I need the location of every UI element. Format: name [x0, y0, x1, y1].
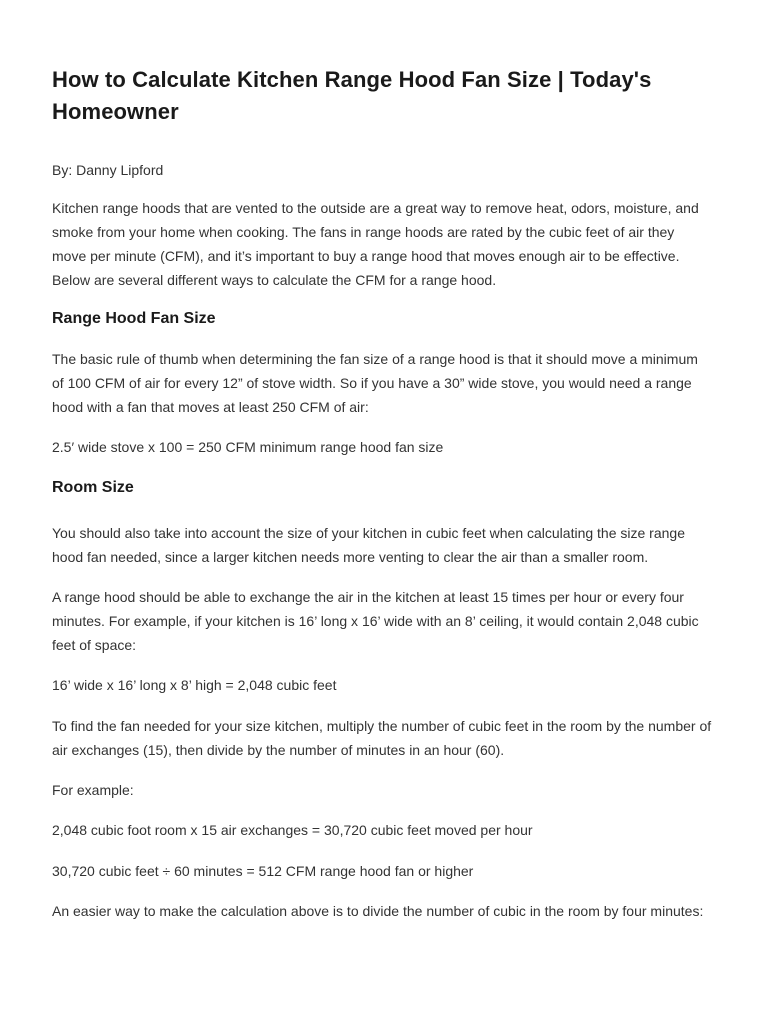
paragraph-stove-calculation: 2.5′ wide stove x 100 = 250 CFM minimum range hood fan size	[52, 439, 444, 455]
paragraph-easier-way: An easier way to make the calculation above is to divide the number of cubic in the room by four minutes:	[52, 903, 704, 919]
article	[52, 64, 722, 919]
intro-paragraph: Kitchen range hoods that are vented to the outside are a great way to remove heat, odors, moisture, and smoke from your home when cooking. The fans in range hoods are rated by the cubic feet of air they move per minute (CFM), and it’s important to buy a range hood that moves enough air to be effective. Below are several different ways to calculate the CFM for a range hood.	[52, 200, 699, 288]
section-heading-range-hood-fan-size: Range Hood Fan Size	[52, 310, 216, 327]
byline: By: Danny Lipford	[52, 162, 164, 178]
paragraph-room-size-intro: You should also take into account the size of your kitchen in cubic feet when calculating the size range hood fan needed, since a larger kitchen needs more venting to clear the air than a smaller room.	[52, 525, 685, 565]
paragraph-for-example: For example:	[52, 782, 134, 798]
paragraph-cfm-calculation: 30,720 cubic feet ÷ 60 minutes = 512 CFM range hood fan or higher	[52, 863, 474, 879]
paragraph-cubic-feet-calculation: 16’ wide x 16’ long x 8’ high = 2,048 cubic feet	[52, 677, 337, 693]
paragraph-rule-of-thumb: The basic rule of thumb when determining the fan size of a range hood is that it should move a minimum of 100 CFM of air for every 12” of stove width. So if you have a 30” wide stove, you would need a range hood with a fan that moves at least 250 CFM of air:	[52, 351, 698, 415]
paragraph-fan-method: To find the fan needed for your size kitchen, multiply the number of cubic feet in the room by the number of air exchanges (15), then divide by the number of minutes in an hour (60).	[52, 718, 712, 758]
section-heading-room-size: Room Size	[52, 479, 134, 496]
page-title: How to Calculate Kitchen Range Hood Fan Size | Today's Homeowner	[52, 67, 652, 124]
paragraph-air-exchange: A range hood should be able to exchange the air in the kitchen at least 15 times per hour or every four minutes. For example, if your kitchen is 16’ long x 16’ wide with an 8’ ceiling, it would contain 2,048 cubic feet of space:	[52, 589, 699, 653]
paragraph-hourly-calculation: 2,048 cubic foot room x 15 air exchanges = 30,720 cubic feet moved per hour	[52, 822, 533, 838]
